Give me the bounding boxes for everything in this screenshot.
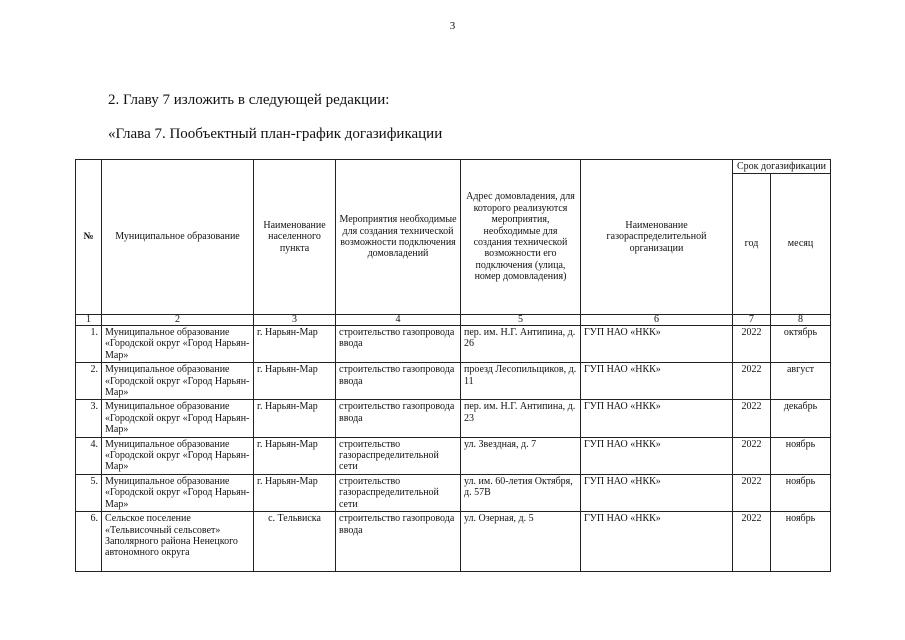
column-number: 8: [771, 315, 831, 326]
column-number: 3: [254, 315, 336, 326]
column-number: 4: [336, 315, 461, 326]
address-cell: ул. Озерная, д. 5: [461, 512, 581, 572]
header-organization: Наименование газораспределительной организации: [581, 160, 733, 315]
municipality-cell: Муниципальное образование «Городской округ «Город Нарьян-Мар»: [102, 363, 254, 400]
header-municipality: Муниципальное образование: [102, 160, 254, 315]
row-number: 6.: [76, 512, 102, 572]
settlement-cell: г. Нарьян-Мар: [254, 326, 336, 363]
row-number: 5.: [76, 474, 102, 511]
table-row: [76, 474, 831, 511]
row-number: 4.: [76, 437, 102, 474]
row-number: 2.: [76, 363, 102, 400]
page-number: 3: [449, 20, 456, 32]
settlement-cell: г. Нарьян-Мар: [254, 437, 336, 474]
column-number: 2: [102, 315, 254, 326]
address-cell: проезд Лесопильщиков, д. 11: [461, 363, 581, 400]
municipality-cell: Муниципальное образование «Городской округ «Город Нарьян-Мар»: [102, 400, 254, 437]
section-instruction: 2. Главу 7 изложить в следующей редакции:: [108, 92, 390, 108]
header-month: месяц: [771, 174, 831, 315]
header-no: №: [76, 160, 102, 315]
address-cell: ул. им. 60-летия Октября, д. 57В: [461, 474, 581, 511]
municipality-cell: Муниципальное образование «Городской округ «Город Нарьян-Мар»: [102, 326, 254, 363]
table-row: [76, 400, 831, 437]
header-settlement: Наименование населенного пункта: [254, 160, 336, 315]
address-cell: пер. им. Н.Г. Антипина, д. 26: [461, 326, 581, 363]
month-cell: август: [771, 363, 831, 400]
month-cell: ноябрь: [771, 437, 831, 474]
organization-cell: ГУП НАО «НКК»: [581, 437, 733, 474]
header-deadline-group: Срок догазификации: [733, 160, 831, 174]
measures-cell: строительство газораспределительной сети: [336, 474, 461, 511]
measures-cell: строительство газораспределительной сети: [336, 437, 461, 474]
settlement-cell: г. Нарьян-Мар: [254, 400, 336, 437]
row-number: 1.: [76, 326, 102, 363]
year-cell: 2022: [733, 512, 771, 572]
settlement-cell: с. Тельвиска: [254, 512, 336, 572]
settlement-cell: г. Нарьян-Мар: [254, 474, 336, 511]
column-number: 5: [461, 315, 581, 326]
settlement-cell: г. Нарьян-Мар: [254, 363, 336, 400]
organization-cell: ГУП НАО «НКК»: [581, 363, 733, 400]
year-cell: 2022: [733, 363, 771, 400]
year-cell: 2022: [733, 437, 771, 474]
table-row: [76, 437, 831, 474]
year-cell: 2022: [733, 326, 771, 363]
header-address: Адрес домовладения, для которого реализуются мероприятия, необходимые для создания технической возможности его подключения (улица, номер домовладения): [461, 160, 581, 315]
column-number: 1: [76, 315, 102, 326]
measures-cell: строительство газопровода ввода: [336, 400, 461, 437]
organization-cell: ГУП НАО «НКК»: [581, 512, 733, 572]
table-row: [76, 326, 831, 363]
municipality-cell: Сельское поселение «Тельвисочный сельсовет» Заполярного района Ненецкого автономного округа: [102, 512, 254, 572]
table-row: [76, 363, 831, 400]
column-number: 7: [733, 315, 771, 326]
measures-cell: строительство газопровода ввода: [336, 512, 461, 572]
municipality-cell: Муниципальное образование «Городской округ «Город Нарьян-Мар»: [102, 474, 254, 511]
table-row: [76, 512, 831, 572]
year-cell: 2022: [733, 474, 771, 511]
column-number: 6: [581, 315, 733, 326]
header-year: год: [733, 174, 771, 315]
chapter-title: «Глава 7. Пообъектный план-график догазификации: [108, 126, 443, 142]
organization-cell: ГУП НАО «НКК»: [581, 326, 733, 363]
municipality-cell: Муниципальное образование «Городской округ «Город Нарьян-Мар»: [102, 437, 254, 474]
year-cell: 2022: [733, 400, 771, 437]
organization-cell: ГУП НАО «НКК»: [581, 400, 733, 437]
month-cell: ноябрь: [771, 512, 831, 572]
month-cell: октябрь: [771, 326, 831, 363]
measures-cell: строительство газопровода ввода: [336, 326, 461, 363]
gasification-schedule-table: [75, 159, 831, 572]
measures-cell: строительство газопровода ввода: [336, 363, 461, 400]
month-cell: ноябрь: [771, 474, 831, 511]
address-cell: пер. им. Н.Г. Антипина, д. 23: [461, 400, 581, 437]
address-cell: ул. Звездная, д. 7: [461, 437, 581, 474]
row-number: 3.: [76, 400, 102, 437]
header-measures: Мероприятия необходимые для создания технической возможности подключения домовладений: [336, 160, 461, 315]
organization-cell: ГУП НАО «НКК»: [581, 474, 733, 511]
month-cell: декабрь: [771, 400, 831, 437]
